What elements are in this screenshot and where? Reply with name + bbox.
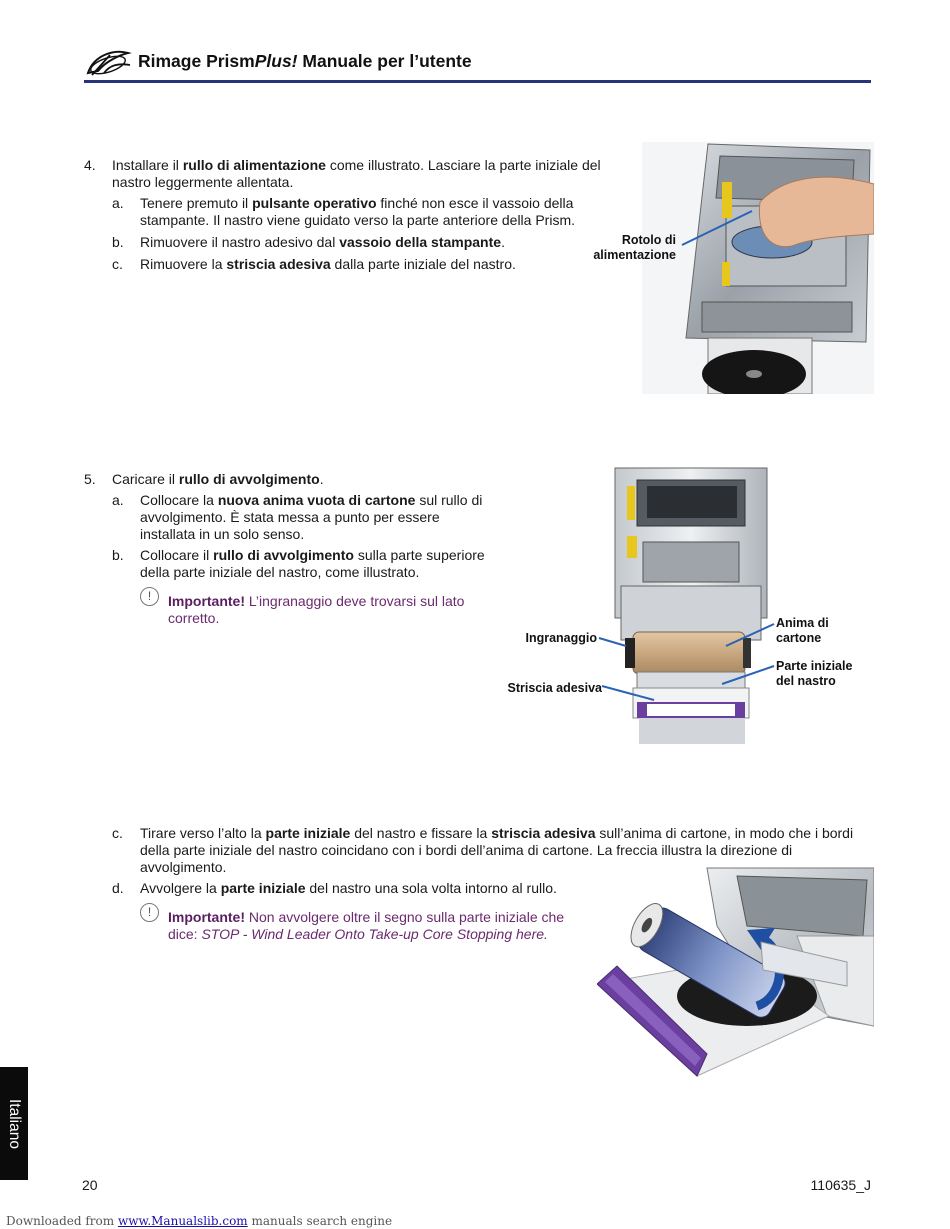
page-number: 20 (82, 1177, 98, 1193)
page-title: Rimage PrismPlus! Manuale per l’utente (138, 51, 472, 71)
step-4a-letter: a. (112, 195, 124, 211)
rimage-logo-icon (84, 47, 134, 79)
document-code: 110635_J (810, 1177, 871, 1193)
step-5a-text: Collocare la nuova anima vuota di cartone sul rullo di avvolgimento. È stata messa a punto per essere installata in un solo senso. (140, 492, 483, 542)
download-footer: Downloaded from www.Manualslib.com manuals search engine (6, 1214, 393, 1228)
leader-callout: Parte iniziale del nastro (776, 659, 853, 688)
step-5c-text: Tirare verso l’alto la parte iniziale del nastro e fissare la striscia adesiva sull’anima di cartone, in modo che i bordi della parte iniziale del nastro coincidano con i bordi dell’anima di cartone. La freccia illustra la direzione di avvolgimento. (140, 825, 854, 875)
supply-roll-leader-line (680, 205, 760, 255)
important-note-icon: ! (140, 587, 159, 606)
important-note-stop: Importante! Non avvolgere oltre il segno sulla parte iniziale che dice: STOP - Wind Leader Onto Take-up Core Stopping here. (168, 909, 565, 942)
important-note-gear: Importante! L’ingranaggio deve trovarsi sul lato corretto. (168, 593, 465, 626)
step-5a-letter: a. (112, 492, 124, 508)
winding-leader-photo (597, 866, 874, 1078)
step-4c-text: Rimuovere la striscia adesiva dalla parte iniziale del nastro. (140, 256, 516, 272)
step-5d-letter: d. (112, 880, 124, 896)
language-tab[interactable]: Italiano (0, 1067, 28, 1180)
step-5c-letter: c. (112, 825, 123, 841)
step-5-number: 5. (84, 471, 96, 487)
step-4c-letter: c. (112, 256, 123, 272)
step-5b-text: Collocare il rullo di avvolgimento sulla parte superiore della parte iniziale del nastro, come illustrato. (140, 547, 485, 580)
important-note-icon: ! (140, 903, 159, 922)
step-4-number: 4. (84, 157, 96, 173)
manualslib-link[interactable]: www.Manualslib.com (117, 1214, 248, 1228)
step-5b-letter: b. (112, 547, 124, 563)
adhesive-strip-callout: Striscia adesiva (507, 681, 602, 695)
step-4b-text: Rimuovere il nastro adesivo dal vassoio della stampante. (140, 234, 505, 250)
step-4a-text: Tenere premuto il pulsante operativo finché non esce il vassoio della stampante. Il nastro viene guidato verso la parte anteriore della Prism. (140, 195, 576, 228)
step-4b-letter: b. (112, 234, 124, 250)
step-4-text: Installare il rullo di alimentazione come illustrato. Lasciare la parte iniziale del nastro leggermente allentata. (112, 157, 601, 190)
step-5-text: Caricare il rullo di avvolgimento. (112, 471, 324, 487)
supply-roll-callout: Rotolo di alimentazione (593, 233, 676, 262)
supply-roll-photo (642, 142, 874, 394)
gear-callout: Ingranaggio (525, 631, 597, 645)
cardboard-core-callout: Anima di cartone (776, 616, 829, 645)
header-divider (84, 80, 871, 83)
step-5d-text: Avvolgere la parte iniziale del nastro una sola volta intorno al rullo. (140, 880, 557, 896)
take-up-leader-lines (596, 620, 776, 710)
